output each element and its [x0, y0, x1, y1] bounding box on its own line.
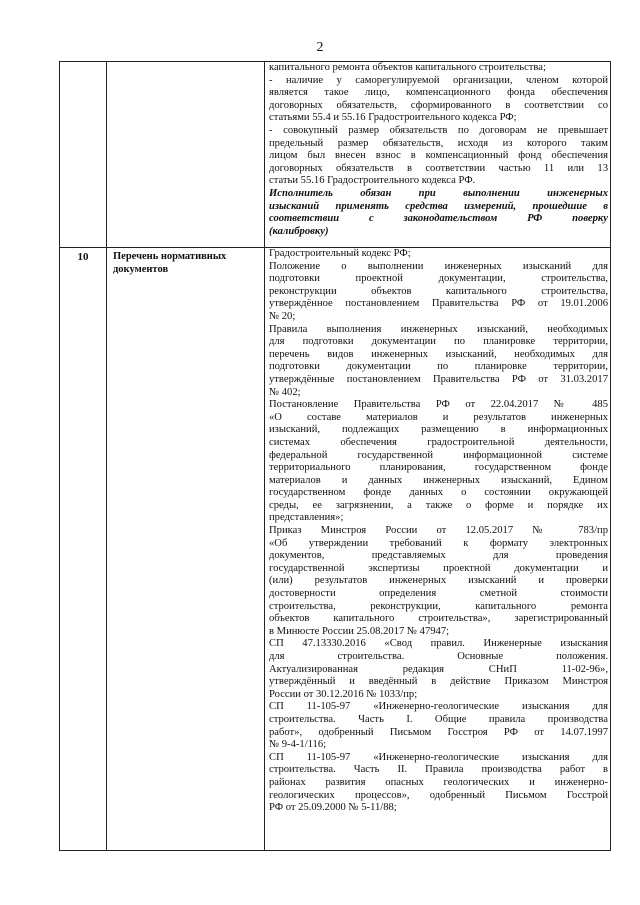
text-line: работ», одобренный Письмом Госстроя РФ от 14.07.1997	[269, 726, 608, 738]
text-line: изысканий применять средства измерений, прошедшие в	[269, 200, 608, 212]
text-line: в Минюсте России 25.08.2017 № 47947;	[269, 625, 450, 637]
text-line: Постановление Правительства РФ от 22.04.2017 № 485	[269, 399, 608, 411]
text-line: договорных обязательств в соответствии частью 11 или 13	[269, 162, 608, 174]
text-line: - наличие у саморегулируемой организации, членом которой	[269, 74, 608, 86]
text-line: СП 11-105-97 «Инженерно-геологические изыскания для	[269, 751, 608, 763]
text-line: № 402;	[269, 386, 301, 398]
text-line: среды, ее загрязнении, а также о форме и порядке их	[269, 499, 608, 511]
content-paragraph	[269, 399, 608, 525]
text-line: Актуализированная редакция СНиП 11-02-96»,	[269, 663, 608, 675]
text-line: государственном фонде данных о состоянии окружающей	[269, 487, 608, 499]
text-line: системах обеспечения градостроительной деятельности,	[269, 436, 608, 448]
text-line: строительства, реконструкции, капитального ремонта	[269, 600, 608, 612]
row-name-cell: Перечень нормативных документов	[107, 248, 265, 851]
text-line: (калибровку)	[269, 225, 329, 237]
text-line: Исполнитель обязан при выполнении инженерных	[269, 187, 608, 199]
text-line: капитального ремонта объектов капитального строительства;	[269, 62, 546, 73]
content-paragraph	[269, 125, 608, 188]
text-line: строительства. Часть II. Правила производства работ в	[269, 764, 608, 776]
text-line: достоверности определения сметной стоимости	[269, 588, 608, 600]
text-line: перечень видов инженерных изысканий, необходимых для	[269, 348, 608, 360]
text-line: строительства. Часть I. Общие правила производства	[269, 713, 608, 725]
text-line: для строительства. Основные положения.	[269, 651, 608, 662]
text-line: представления»;	[269, 512, 344, 524]
text-line: РФ от 25.09.2000 № 5-11/88;	[269, 802, 397, 814]
text-line: «О составе материалов и результатов инженерных	[269, 411, 608, 423]
text-line: СП 47.13330.2016 «Свод правил. Инженерные изыскания	[269, 638, 608, 650]
text-line: для подготовки документации по планировке территории,	[269, 336, 608, 348]
content-paragraph	[269, 75, 608, 125]
content-paragraph	[269, 62, 608, 75]
content-paragraph	[269, 324, 608, 400]
text-line: подготовки проектной документации, строительства,	[269, 273, 608, 285]
text-line: государственной экспертизы проектной документации и	[269, 562, 608, 574]
text-line: лицом был внесен взнос в компенсационный фонд обеспечения	[269, 150, 608, 162]
row-content-cell	[265, 62, 611, 248]
row-number-cell: 10	[60, 248, 107, 851]
text-line: статьями 55.4 и 55.16 Градостроительного кодекса РФ;	[269, 112, 517, 124]
text-line: геологических процессов», одобренный Письмом Госстрой	[269, 789, 608, 801]
content-paragraph	[269, 248, 608, 261]
text-line: - совокупный размер обязательств по договорам не превышает	[269, 124, 608, 136]
page-number: 2	[316, 40, 324, 55]
content-paragraph	[269, 638, 608, 701]
content-paragraph	[269, 261, 608, 324]
requirements-table	[59, 61, 611, 851]
text-line: утверждённый и введённый в действие Приказом Минстроя	[269, 676, 608, 688]
table-row	[60, 248, 611, 851]
text-line: России от 30.12.2016 № 1033/пр;	[269, 688, 418, 700]
text-line: районах развития опасных геологических и инженерно-	[269, 776, 608, 788]
text-line: реконструкции объектов капитального строительства,	[269, 285, 608, 297]
row-content-cell	[265, 248, 611, 851]
text-line: объектов капитального строительства», зарегистрированный	[269, 613, 608, 625]
text-line: федеральной государственной информационной системе	[269, 449, 608, 461]
text-line: Правила выполнения инженерных изысканий, необходимых	[269, 323, 608, 335]
text-line: (или) результатов инженерных изысканий и проверки	[269, 575, 608, 587]
content-paragraph	[269, 752, 608, 815]
text-line: Приказ Минстроя России от 12.05.2017 № 783/пр	[269, 525, 608, 537]
row-name-cell	[107, 62, 265, 248]
text-line: утверждённое постановлением Правительства РФ от 19.01.2006	[269, 298, 608, 310]
text-line: территориального планирования, государственном фонде	[269, 462, 608, 474]
text-line: статьи 55.16 Градостроительного кодекса РФ.	[269, 175, 476, 187]
text-line: соответствии с законодательством РФ поверку	[269, 213, 608, 225]
text-line: № 20;	[269, 310, 296, 322]
text-line: подготовки документации по планировке территории,	[269, 361, 608, 373]
text-line: материалов и данных инженерных изысканий, Едином	[269, 474, 608, 486]
text-line: является такое лицо, компенсационного фонда обеспечения	[269, 87, 608, 99]
text-line: документов, представляемых для проведения	[269, 550, 608, 562]
text-line: Положение о выполнении инженерных изысканий для	[269, 260, 608, 272]
text-line: предельный размер обязательств, исходя из которого таким	[269, 137, 608, 149]
content-paragraph	[269, 188, 608, 238]
text-line: изысканий, подлежащих размещению в информационных	[269, 424, 608, 436]
text-line: СП 11-105-97 «Инженерно-геологические изыскания для	[269, 701, 608, 713]
text-line: «Об утверждении требований к формату электронных	[269, 537, 608, 549]
row-number-cell	[60, 62, 107, 248]
text-line: Градостроительный кодекс РФ;	[269, 248, 411, 259]
text-line: утверждённые постановлением Правительства РФ от 31.03.2017	[269, 373, 608, 385]
content-paragraph	[269, 525, 608, 638]
table-row	[60, 62, 611, 248]
text-line: договорных обязательств, сформированного в соответствии со	[269, 99, 608, 111]
content-paragraph	[269, 701, 608, 751]
text-line: № 9-4-1/116;	[269, 739, 327, 751]
